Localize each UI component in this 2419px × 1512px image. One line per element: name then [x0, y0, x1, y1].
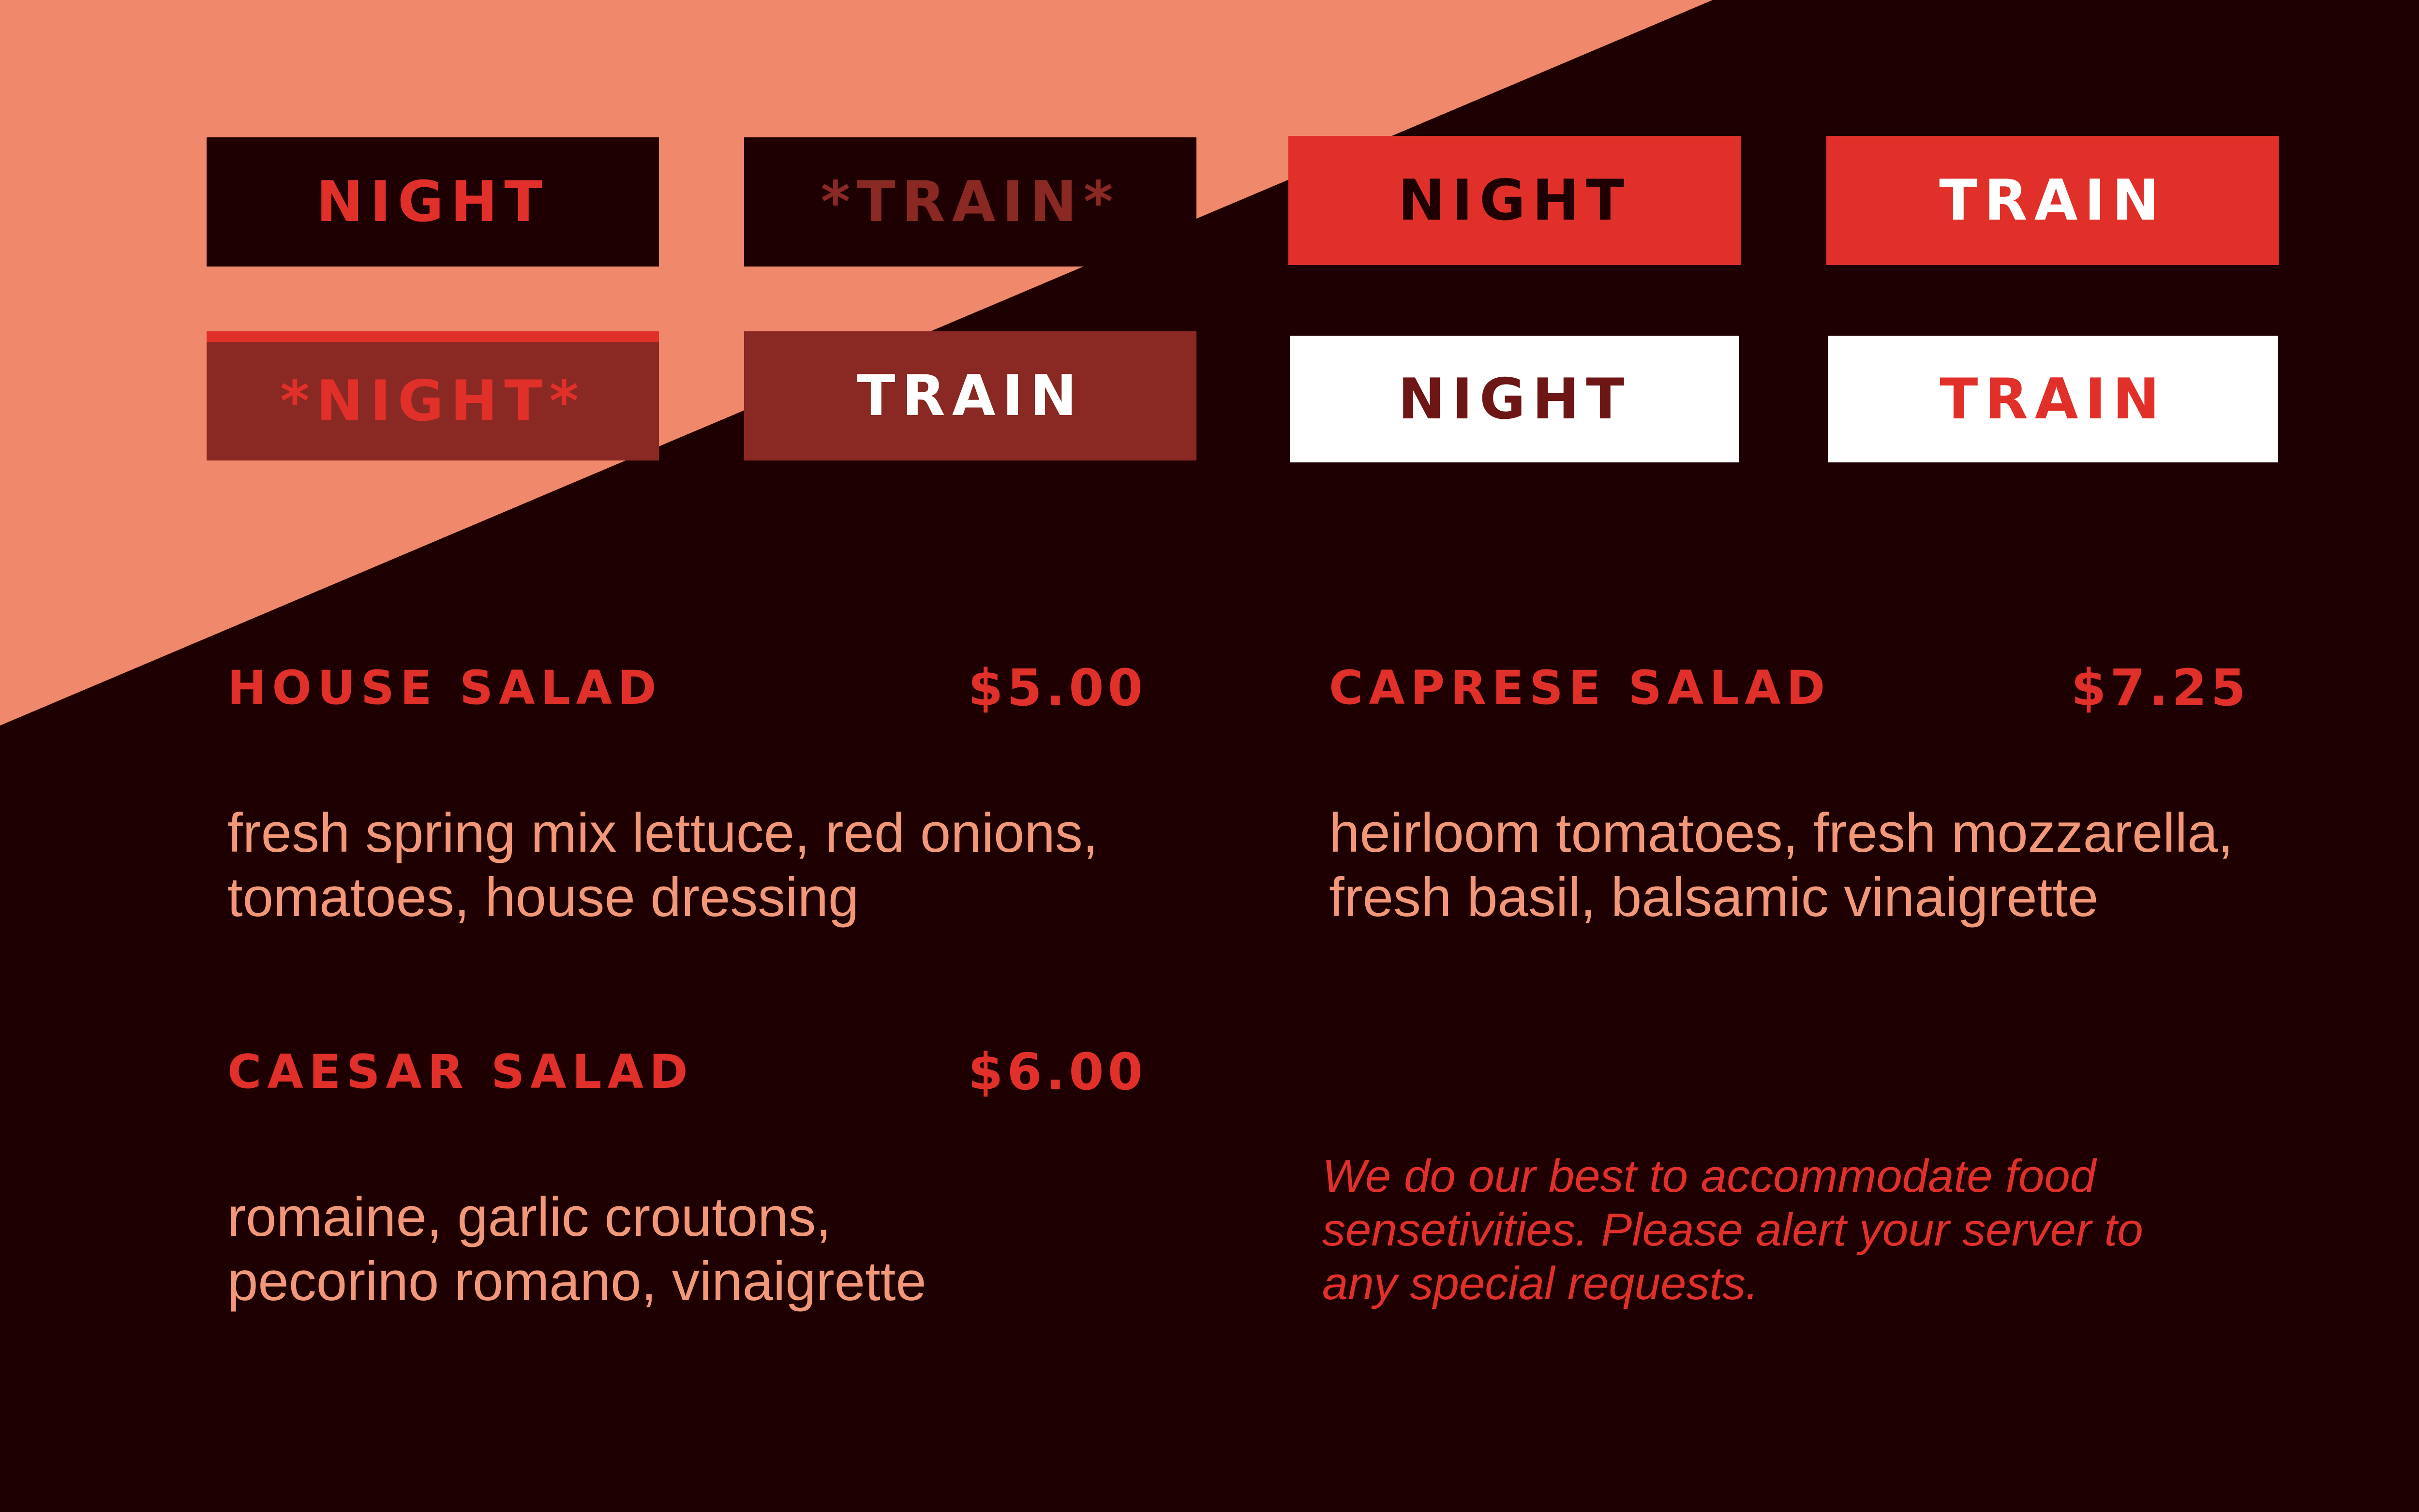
- menu-item-description-caprese-salad: heirloom tomatoes, fresh mozzarella, fresh basil, balsamic vinaigrette: [1329, 802, 2234, 928]
- badge-night-red: NIGHT: [1288, 136, 1741, 265]
- badge-night-white: NIGHT: [1290, 336, 1739, 462]
- menu-item-title-caesar-salad: CAESAR SALAD: [227, 1045, 694, 1099]
- allergy-note: We do our best to accommodate food sensetivities. Please alert your server to any special requests.: [1322, 1150, 2143, 1309]
- badge-night-maroon: *NIGHT*: [207, 331, 659, 460]
- menu-item-description-house-salad: fresh spring mix lettuce, red onions, tomatoes, house dressing: [227, 802, 1098, 928]
- badge-train-maroon: TRAIN: [744, 331, 1196, 460]
- badge-train-red: TRAIN: [1826, 136, 2279, 265]
- menu-item-price-house-salad: $5.00: [968, 658, 1147, 717]
- menu-item-description-caesar-salad: romaine, garlic croutons, pecorino romano, vinaigrette: [227, 1186, 926, 1312]
- menu-item-title-caprese-salad: CAPRESE SALAD: [1329, 661, 1831, 715]
- badge-night-dark: NIGHT: [207, 137, 659, 267]
- badge-train-dark: *TRAIN*: [744, 137, 1196, 267]
- menu-item-price-caesar-salad: $6.00: [968, 1042, 1147, 1101]
- menu-item-price-caprese-salad: $7.25: [2071, 658, 2250, 717]
- badge-train-white: TRAIN: [1828, 336, 2278, 462]
- menu-item-title-house-salad: HOUSE SALAD: [227, 661, 662, 715]
